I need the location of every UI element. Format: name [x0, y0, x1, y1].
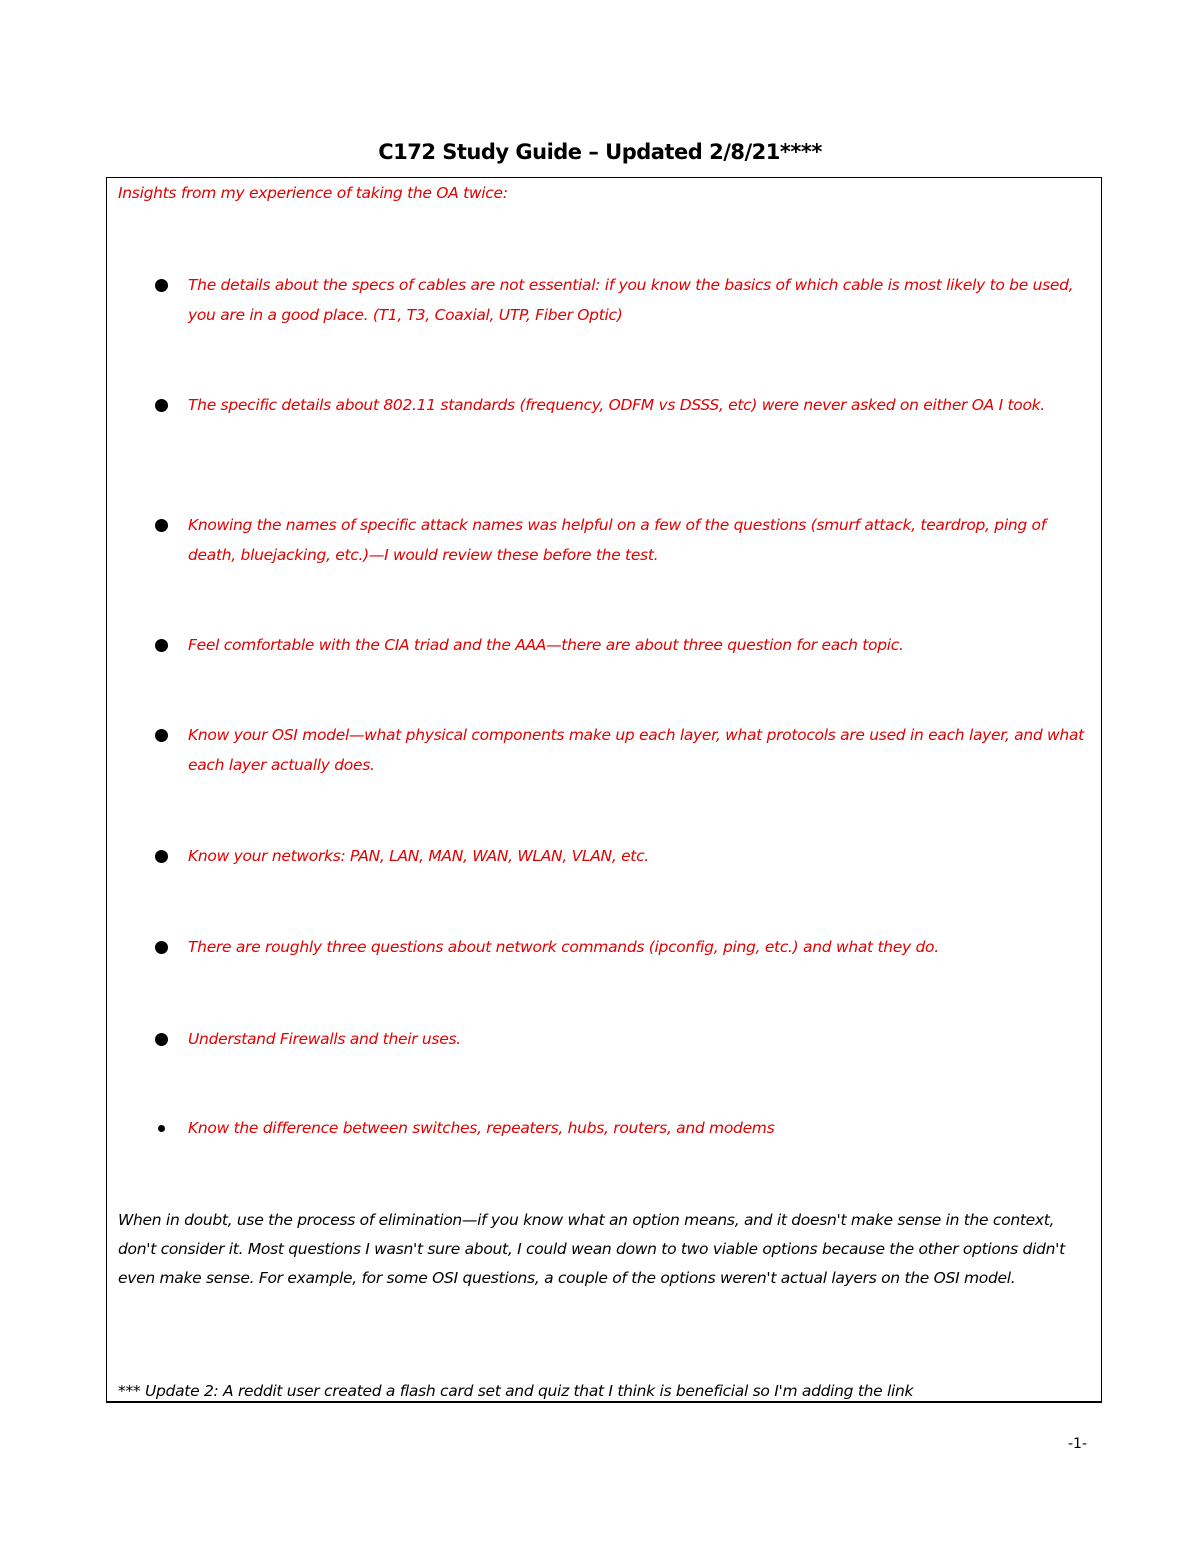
tip-text: Feel comfortable with the CIA triad and the AAA—there are about three question for each topic. — [188, 636, 904, 654]
update-note: *** Update 2: A reddit user created a flash card set and quiz that I think is beneficial so I'm adding the link — [118, 1382, 914, 1400]
tip-text: Know the difference between switches, repeaters, hubs, routers, and modems — [188, 1119, 775, 1137]
tip-text: Understand Firewalls and their uses. — [188, 1030, 461, 1048]
tip-text: Knowing the names of specific attack names was helpful on a few of the questions (smurf attack, teardrop, ping of death, bluejacking, etc.)—I would review these before the test. — [188, 516, 1046, 564]
bullet-icon — [155, 279, 168, 292]
tip-text: The details about the specs of cables are not essential: if you know the basics of which cable is most likely to be used, you are in a good place. (T1, T3, Coaxial, UTP, Fiber Optic) — [188, 276, 1074, 324]
intro-text: Insights from my experience of taking the OA twice: — [118, 184, 508, 202]
bullet-icon — [158, 1125, 165, 1132]
advice-paragraph: When in doubt, use the process of elimination—if you know what an option means, and it doesn't make sense in the context, don't consider it. Most questions I wasn't sure about, I could wean down to two viable options because the other options didn't even make sense. For example, for some OSI questions, a couple of the options weren't actual layers on the OSI model. — [118, 1211, 1065, 1287]
page-title: C172 Study Guide – Updated 2/8/21**** — [378, 140, 822, 164]
bullet-icon — [155, 1033, 168, 1046]
content-box — [106, 177, 1102, 1403]
tip-text: There are roughly three questions about network commands (ipconfig, ping, etc.) and what they do. — [188, 938, 939, 956]
bullet-icon — [155, 729, 168, 742]
page-number: -1- — [1068, 1436, 1088, 1452]
tip-text: Know your OSI model—what physical components make up each layer, what protocols are used in each layer, and what each layer actually does. — [188, 726, 1084, 774]
tip-text: The specific details about 802.11 standards (frequency, ODFM vs DSSS, etc) were never asked on either OA I took. — [188, 396, 1045, 414]
tip-text: Know your networks: PAN, LAN, MAN, WAN, WLAN, VLAN, etc. — [188, 847, 649, 865]
bullet-icon — [155, 639, 168, 652]
bullet-icon — [155, 941, 168, 954]
bullet-icon — [155, 399, 168, 412]
bullet-icon — [155, 850, 168, 863]
bullet-icon — [155, 519, 168, 532]
